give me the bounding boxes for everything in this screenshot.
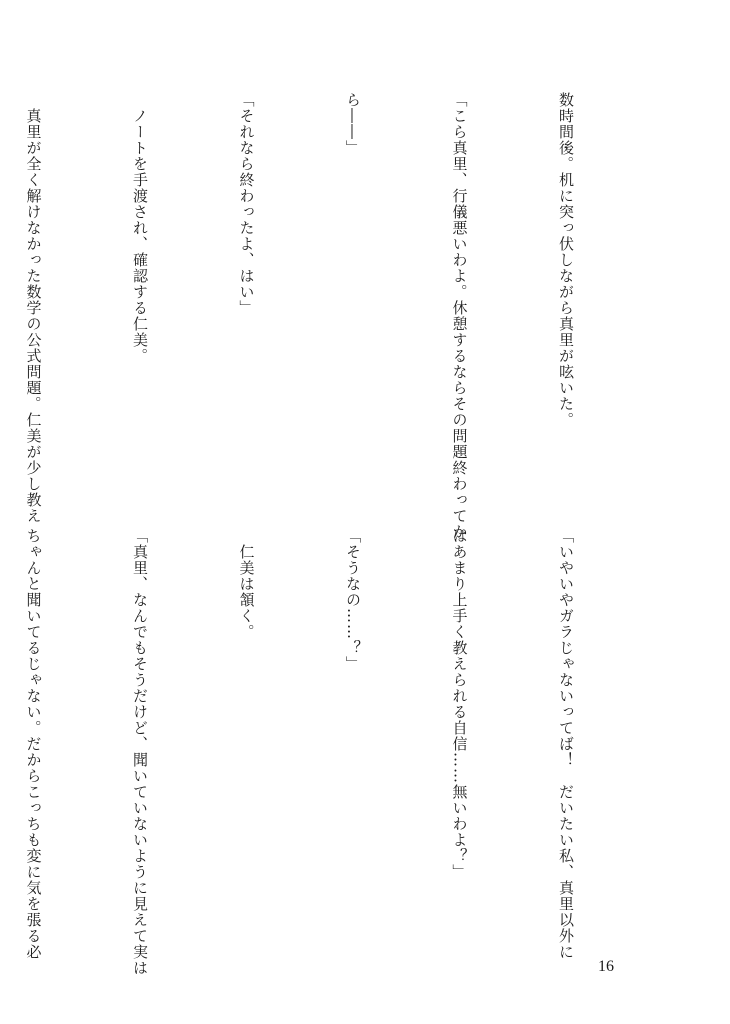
text-line: 「そうなの……？」 <box>344 528 362 672</box>
text-line: ノートを手渡され、確認する仁美。 <box>131 92 149 364</box>
text-line: 数時間後。机に突っ伏しながら真里が呟いた。 <box>557 92 575 428</box>
text-line: 「こら真里、行儀悪いわよ。休憩するならその問題終わってか <box>450 92 469 540</box>
text-line: 真里が全く解けなかった数学の公式問題。仁美が少し教え <box>24 92 43 524</box>
text-block-upper <box>0 92 654 540</box>
text-line: ちゃんと聞いてるじゃない。だからこっちも変に気を張る必 <box>24 528 43 960</box>
text-line: 「それなら終わったよ、はい」 <box>237 92 256 316</box>
page-number: 16 <box>598 958 614 975</box>
text-line: はあまり上手く教えられる自信……無いわよ？」 <box>450 528 469 880</box>
text-line: 「いやいやガラじゃないってば！ だいたい私、真里以外に <box>557 528 575 960</box>
text-line: 仁美は頷く。 <box>237 528 256 640</box>
text-line: ら――」 <box>344 92 362 156</box>
text-line: 「真里、なんでもそうだけど、聞いていないように見えて実は <box>131 528 149 976</box>
